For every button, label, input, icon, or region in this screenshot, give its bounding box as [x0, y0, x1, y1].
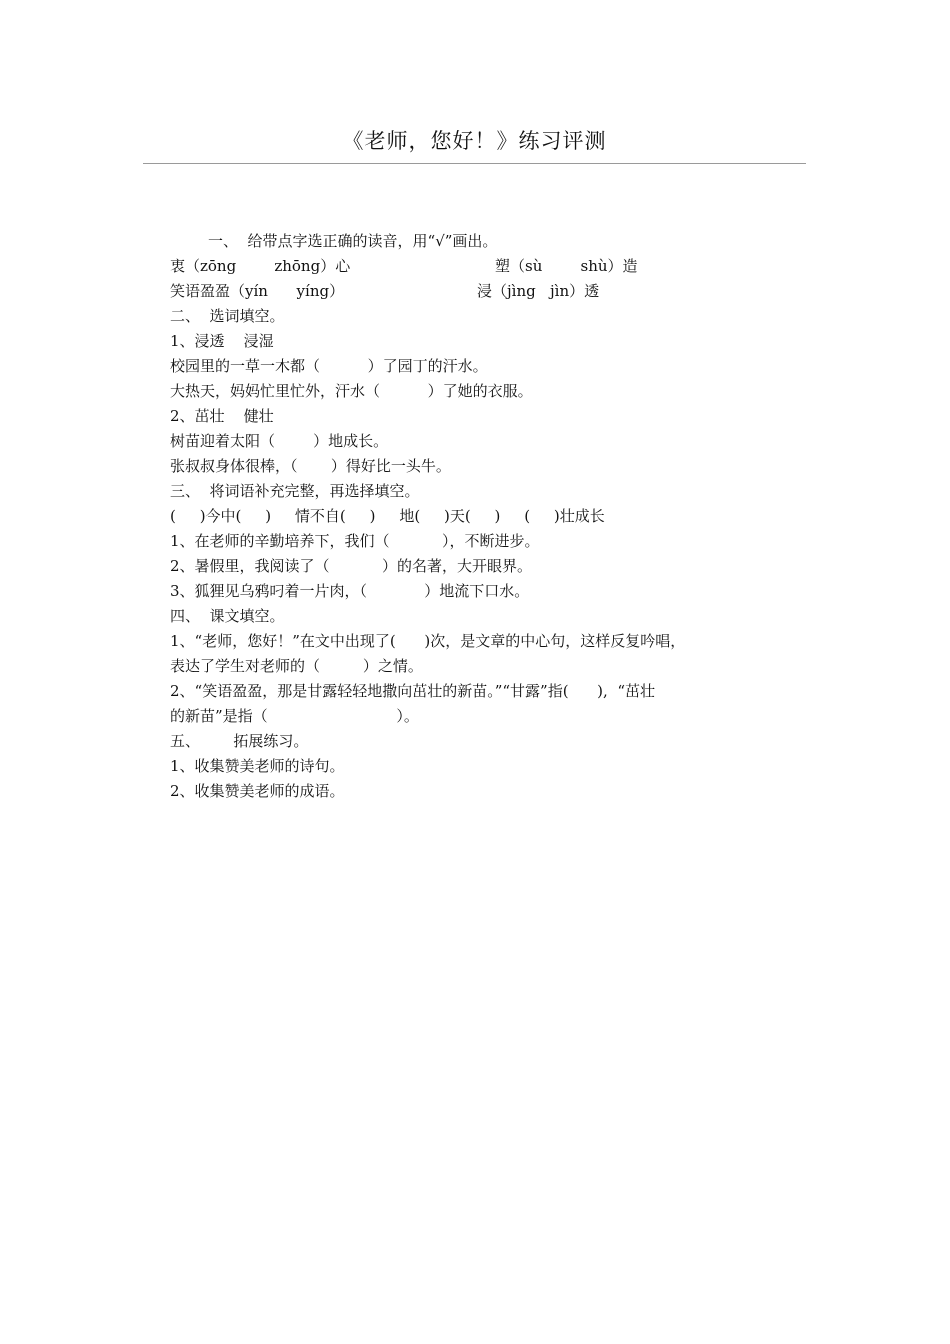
section-3-idiom-blanks: ( )今中( ) 情不自( ) 地( )天( ) ( )壮成长	[170, 507, 605, 525]
section-3-question-3: 3、狐狸见乌鸦叼着一片肉，（ ）地流下口水。	[170, 582, 530, 600]
section-4-question-1-line-2: 表达了学生对老师的（ ）之情。	[170, 657, 423, 675]
pinyin-item-zhong: 衷（zōng zhōng）心	[170, 257, 351, 275]
section-2-group-2-words: 2、茁壮 健壮	[170, 407, 274, 425]
section-2-group-2-question-1: 树苗迎着太阳（ ）地成长。	[170, 432, 389, 450]
section-1-row-2	[170, 279, 780, 304]
section-4-question-2-line-2: 的新苗”是指（ ）。	[170, 707, 419, 725]
section-5-question-1: 1、收集赞美老师的诗句。	[170, 757, 345, 775]
page-title: 《老师，您好！》练习评测	[342, 129, 607, 153]
exercise-body	[170, 229, 780, 804]
section-1-heading: 一、 给带点字选正确的读音，用“√”画出。	[208, 232, 498, 250]
section-2-group-2-question-2: 张叔叔身体很棒，（ ）得好比一头牛。	[170, 457, 451, 475]
section-2-group-1-question-1: 校园里的一草一木都（ ）了园丁的汗水。	[170, 357, 488, 375]
section-3-question-2: 2、暑假里，我阅读了（ ）的名著，大开眼界。	[170, 557, 532, 575]
section-2-group-1-question-2: 大热天，妈妈忙里忙外，汗水（ ）了她的衣服。	[170, 382, 533, 400]
section-1-row-1	[170, 254, 780, 279]
section-5-heading: 五、 拓展练习。	[170, 732, 309, 750]
title-divider	[143, 163, 806, 164]
pinyin-item-jin: 浸（jìng jìn）透	[477, 282, 600, 300]
pinyin-item-su: 塑（sù shù）造	[495, 257, 638, 275]
section-4-heading: 四、 课文填空。	[170, 607, 285, 625]
section-2-group-1-words: 1、浸透 浸湿	[170, 332, 274, 350]
section-3-question-1: 1、在老师的辛勤培养下，我们（ ），不断进步。	[170, 532, 540, 550]
section-4-question-2-line-1: 2、“笑语盈盈，那是甘露轻轻地撒向茁壮的新苗。”“甘露”指( ), “茁壮	[170, 682, 656, 700]
pinyin-item-ying: 笑语盈盈（yín yíng）	[170, 282, 345, 300]
section-2-heading: 二、 选词填空。	[170, 307, 285, 325]
section-4-question-1-line-1: 1、“老师，您好！”在文中出现了( )次，是文章的中心句，这样反复吟唱，	[170, 632, 686, 650]
section-3-heading: 三、 将词语补充完整，再选择填空。	[170, 482, 420, 500]
section-5-question-2: 2、收集赞美老师的成语。	[170, 782, 345, 800]
